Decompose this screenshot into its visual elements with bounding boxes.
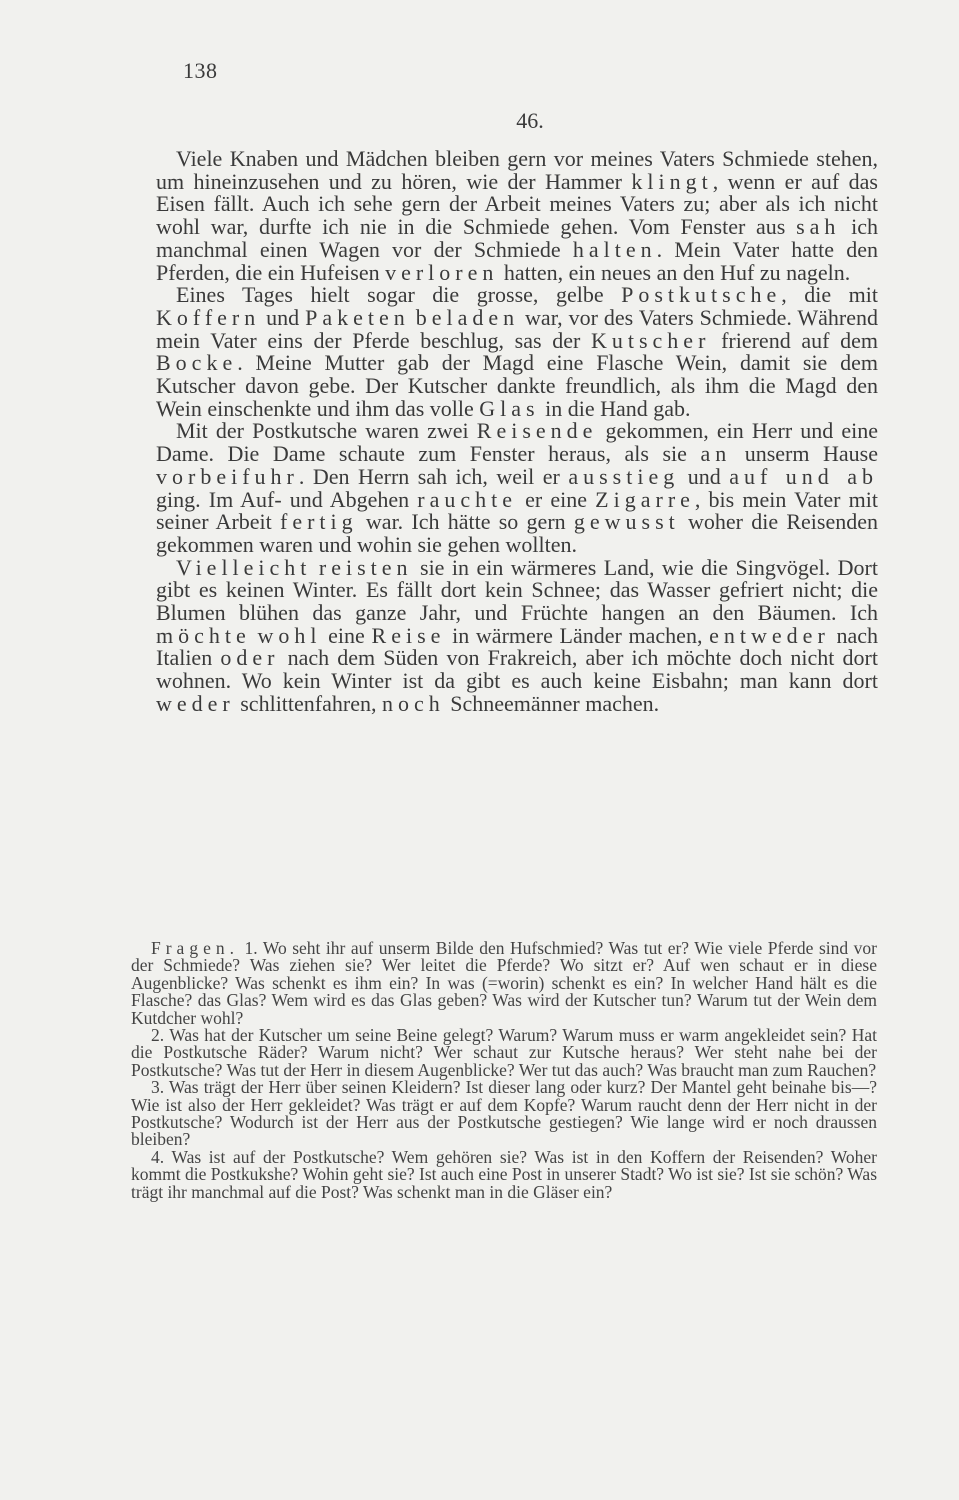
questions-heading: Fragen. <box>151 938 239 958</box>
text-run: 3. Was trägt der Herr über seinen Kleidern? Ist dieser lang oder kurz? Der Mantel geht beinahe bis—? Wie ist also der Herr gekleidet? Was trägt er auf dem Kopfe? Warum raucht denn der Herr nicht in der Postkutsche? Wodurch ist der Herr aus der Postkutsche gestiegen? Wie lange wird er noch draussen bleiben? <box>131 1077 877 1150</box>
spaced-text-run: sah <box>796 214 841 240</box>
text-run: frierend auf dem <box>710 327 878 353</box>
page-number: 138 <box>183 58 218 83</box>
text-run: Mit der Postkutsche waren zwei <box>176 418 477 444</box>
spaced-text-run: ausstieg <box>568 463 680 489</box>
spaced-text-run: an <box>700 441 732 467</box>
text-run: nach Italien <box>156 622 879 671</box>
text-run: nach dem Süden von Frakreich, aber ich möchte doch nicht dort wohnen. Wo kein Winter ist da gibt es auch keine Eisbahn; man kann dort <box>156 645 878 694</box>
spaced-text-run: verloren <box>385 259 499 285</box>
text-run: Viele Knaben und Mädchen bleiben gern vor meines Vaters Schmiede stehen, um hineinzusehen und zu hören, wie der Hammer <box>156 146 878 194</box>
spaced-text-run: Kutscher <box>590 327 711 353</box>
spaced-text-run: Paketen <box>305 304 410 330</box>
text-run: 2. Was hat der Kutscher um seine Beine gelegt? Warum? Warum muss er warm angekleidet sein? Hat die Postkutsche Räder? Warum nicht? Wer schaut zur Kutsche heraus? Wer steht nahe bei der Postkutsche? Was tut der Herr in diesem Augenblicke? Wer tut das auch? Was braucht man zum Rauchen? <box>131 1025 877 1080</box>
spaced-text-run: Reisende <box>476 418 598 444</box>
question-paragraph <box>131 1079 877 1149</box>
spaced-text-run: reisten <box>318 554 413 580</box>
text-run: er eine <box>517 486 596 512</box>
text-run: , die mit <box>781 282 878 308</box>
spaced-text-run: fertig <box>280 509 358 535</box>
text-run: und <box>679 463 730 489</box>
text-run: 4. Was ist auf der Postkutsche? Wem gehören sie? Was ist in den Koffern der Reisenden? Woher kommt die Postkukshe? Wohin geht sie? Ist auch eine Post in unserer Stadt? Wo ist sie? Ist sie schön? Was trägt ihr manchmal auf die Post? Was schenkt man in die Gläser ein? <box>131 1146 877 1202</box>
spaced-text-run: Zigarre <box>595 486 695 512</box>
spaced-text-run: entweder <box>709 622 830 648</box>
paragraph <box>156 148 878 284</box>
question-paragraph <box>131 940 877 1027</box>
spaced-text-run: Glas <box>479 395 540 421</box>
text-run: ging. Im Auf- und Abgehen <box>156 486 418 512</box>
text-run: in die Hand gab. <box>539 395 691 421</box>
text-run: . Den Herrn sah ich, weil er <box>298 463 569 489</box>
spaced-text-run: Reise <box>371 622 446 648</box>
spaced-text-run: oder <box>220 645 280 671</box>
spaced-text-run: vorbeifuhr <box>156 463 299 489</box>
text-run: woher die Reisenden gekommen waren und wohin sie gehen wollten. <box>156 509 879 557</box>
text-run: unserm Hause <box>731 441 878 467</box>
text-run: , bis mein Vater mit seiner Arbeit <box>156 486 878 535</box>
paragraph <box>156 554 879 716</box>
text-run: und <box>260 304 306 330</box>
spaced-text-run: weder <box>156 690 235 716</box>
text-run: gekommen, ein Herr und eine Dame. Die Dame schaute zum Fenster heraus, als sie <box>156 418 878 467</box>
text-run: hatten, ein neues an den Huf zu nageln. <box>498 259 851 285</box>
text-run: eine <box>321 622 372 648</box>
text-run: war. Ich hätte so gern <box>357 509 574 535</box>
spaced-text-run: gewusst <box>573 509 680 535</box>
text-run: war, vor des Vaters Schmiede. Während mein Vater eins der Pferde beschlug, sas der <box>156 304 879 353</box>
spaced-text-run: Bocke <box>156 350 238 376</box>
paragraph <box>156 284 878 420</box>
spaced-text-run: wohl <box>257 622 322 648</box>
spaced-text-run: halten <box>572 236 657 262</box>
questions-section <box>131 940 877 1201</box>
text-run: sie in ein wärmeres Land, wie die Singvögel. Dort gibt es keinen Winter. Es fällt dort kein Schnee; das Wasser gefriert nicht; die Blumen blühen das ganze Jahr, und Früchte hangen an den Bäumen. Ich <box>156 554 878 626</box>
spaced-text-run: beladen <box>415 304 520 330</box>
section-number: 46. <box>516 108 544 133</box>
text-run: Eines Tages hielt sogar die grosse, gelbe <box>176 282 622 308</box>
question-paragraph <box>131 1146 877 1202</box>
text-run: schlittenfahren, <box>234 690 382 716</box>
spaced-text-run: Postkutsche <box>621 282 782 308</box>
spaced-text-run: auf und ab <box>729 463 879 489</box>
question-paragraph <box>131 1027 877 1079</box>
text-run: , wenn er auf das Eisen fällt. Auch ich sehe gern der Arbeit meines Vaters zu; aber als ich nicht wohl war, durfte ich nie in die Schmiede gehen. Vom Fenster aus <box>156 168 878 240</box>
text-run: . Mein Vater hatte den Pferden, die ein Hufeisen <box>156 236 879 285</box>
paragraph <box>156 420 878 556</box>
text-run: Schneemänner machen. <box>444 690 660 716</box>
spaced-text-run: noch <box>381 690 445 716</box>
text-run: in wärmere Länder machen, <box>445 622 710 648</box>
spaced-text-run: Koffern <box>156 304 261 330</box>
main-text <box>156 148 878 716</box>
spaced-text-run: rauchte <box>417 486 518 512</box>
text-run <box>311 555 318 580</box>
spaced-text-run: klingt <box>631 168 713 194</box>
text-run: ich manchmal einen Wagen vor der Schmiede <box>156 214 878 262</box>
text-run: 1. Wo seht ihr auf unserm Bilde den Hufschmied? Was tut er? Wie viele Pferde sind vor der Schmiede? Was ziehen sie? Wer leitet die Pferde? Wo sitzt er? Auf wen schaut er in diese Augenblicke? Was schenkt es ihm ein? In was (=worin) schenkt es ein? In welcher Hand hält es die Flasche? das Glas? Wem wird es das Glas geben? Was wird der Kutscher tun? Warum tut der Wein dem Kutdcher wohl? <box>131 938 877 1028</box>
spaced-text-run: möchte <box>156 622 251 648</box>
text-run: . Meine Mutter gab der Magd eine Flasche Wein, damit sie dem Kutscher davon gebe. Der Kutscher dankte freundlich, als ihm die Magd den Wein einschenkte und ihm das volle <box>156 350 878 421</box>
spaced-text-run: Vielleicht <box>176 554 312 580</box>
